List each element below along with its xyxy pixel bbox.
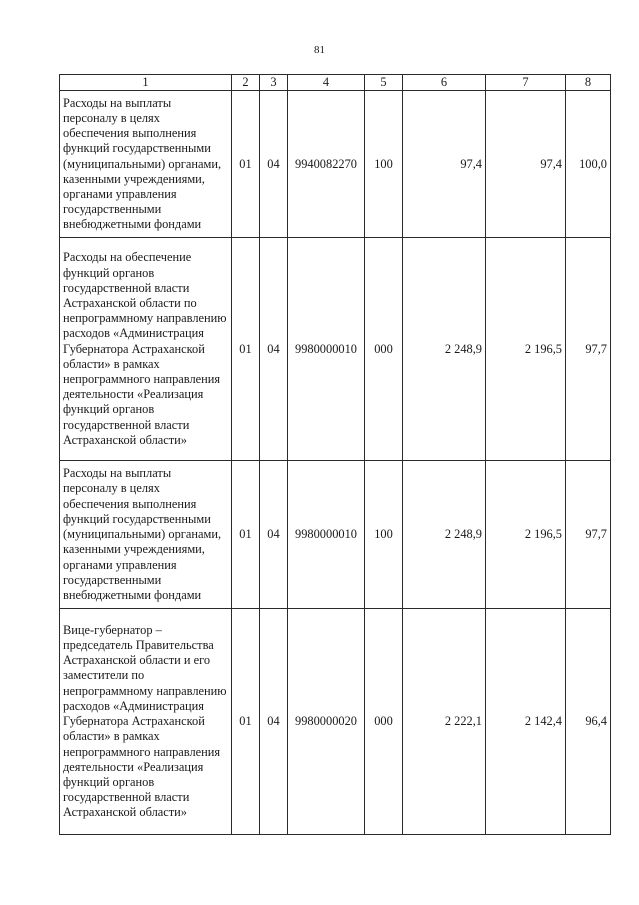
planned-amount-cell: 2 248,9 (403, 238, 486, 461)
header-row (60, 75, 611, 91)
header-cell-7: 7 (486, 75, 566, 91)
executed-amount-cell: 2 196,5 (486, 238, 566, 461)
subsection-code-cell: 04 (260, 609, 288, 835)
section-code-cell: 01 (232, 609, 260, 835)
expense-name-cell: Вице-губернатор – председатель Правительства Астраханской области и его заместители по непрограммному направлению расходов «Администрация Губернатора Астраханской области» в рамках непрограммного направления деятельности «Реализация функций органов государственной власти Астраханской области» (60, 609, 232, 835)
expense-name-cell: Расходы на выплаты персоналу в целях обеспечения выполнения функций государственными (муниципальными) органами, казенными учреждениями, органами управления государственными внебюджетными фондами (60, 91, 232, 238)
target-article-cell: 9980000020 (288, 609, 365, 835)
section-code-cell: 01 (232, 238, 260, 461)
execution-percent-cell: 96,4 (566, 609, 611, 835)
executed-amount-cell: 2 142,4 (486, 609, 566, 835)
target-article-cell: 9980000010 (288, 238, 365, 461)
table-row (60, 91, 611, 238)
header-cell-1: 1 (60, 75, 232, 91)
table-row (60, 238, 611, 461)
table-row (60, 461, 611, 609)
section-code-cell: 01 (232, 91, 260, 238)
subsection-code-cell: 04 (260, 461, 288, 609)
planned-amount-cell: 97,4 (403, 91, 486, 238)
header-cell-8: 8 (566, 75, 611, 91)
expense-type-cell: 000 (365, 609, 403, 835)
header-cell-3: 3 (260, 75, 288, 91)
execution-percent-cell: 97,7 (566, 238, 611, 461)
target-article-cell: 9980000010 (288, 461, 365, 609)
execution-percent-cell: 100,0 (566, 91, 611, 238)
executed-amount-cell: 2 196,5 (486, 461, 566, 609)
execution-percent-cell: 97,7 (566, 461, 611, 609)
header-cell-6: 6 (403, 75, 486, 91)
header-cell-2: 2 (232, 75, 260, 91)
table-row (60, 609, 611, 835)
executed-amount-cell: 97,4 (486, 91, 566, 238)
expense-type-cell: 100 (365, 91, 403, 238)
expense-type-cell: 000 (365, 238, 403, 461)
subsection-code-cell: 04 (260, 238, 288, 461)
subsection-code-cell: 04 (260, 91, 288, 238)
expense-name-cell: Расходы на обеспечение функций органов государственной власти Астраханской области по непрограммному направлению расходов «Администрация Губернатора Астраханской области» в рамках непрограммного направления деятельности «Реализация функций органов государственной власти Астраханской области» (60, 238, 232, 461)
budget-execution-table (59, 74, 611, 835)
header-cell-4: 4 (288, 75, 365, 91)
header-cell-5: 5 (365, 75, 403, 91)
target-article-cell: 9940082270 (288, 91, 365, 238)
expense-type-cell: 100 (365, 461, 403, 609)
planned-amount-cell: 2 248,9 (403, 461, 486, 609)
page-number: 81 (314, 44, 325, 56)
section-code-cell: 01 (232, 461, 260, 609)
expense-name-cell: Расходы на выплаты персоналу в целях обеспечения выполнения функций государственными (муниципальными) органами, казенными учреждениями, органами управления государственными внебюджетными фондами (60, 461, 232, 609)
planned-amount-cell: 2 222,1 (403, 609, 486, 835)
